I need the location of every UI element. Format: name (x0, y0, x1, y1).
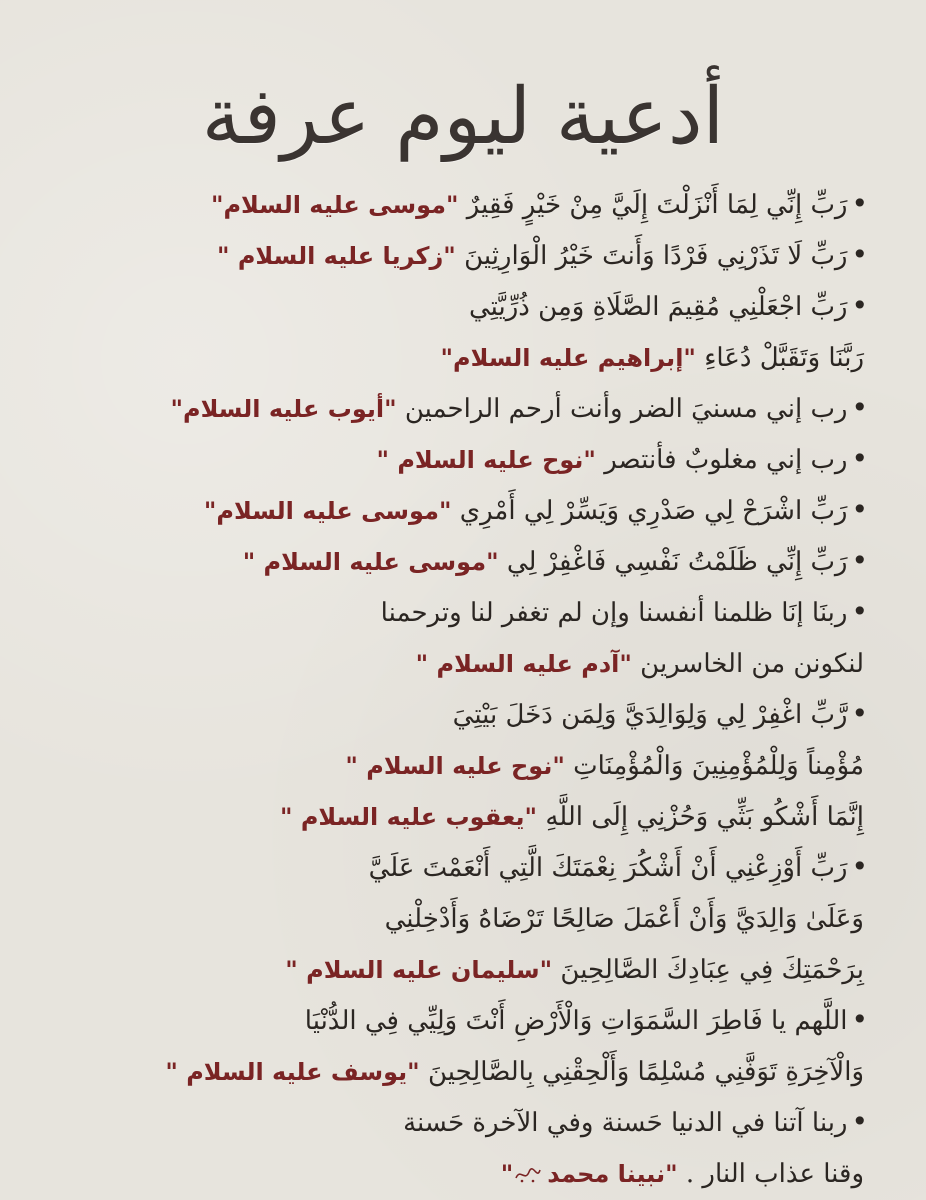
attribution: "نبينا محمد (547, 1160, 678, 1188)
bullet: • (851, 544, 868, 577)
supplication-line (48, 331, 868, 382)
bullet: • (851, 442, 868, 475)
supplication-text: رَبِّ إِنِّي لِمَا أَنْزَلْتَ إِلَيَّ مِنْ خَيْرٍ فَقِيرٌ (466, 190, 848, 220)
page-title: أدعية ليوم عرفة (201, 72, 725, 162)
supplication-line (48, 943, 868, 994)
bullet: • (851, 238, 868, 271)
supplication-text: ربنَا إنَا ظلمنا أنفسنا وإن لم تغفر لنا وترحمنا (380, 598, 848, 628)
supplication-text: بِرَحْمَتِكَ فِي عِبَادِكَ الصَّالِحِينَ (560, 955, 864, 985)
bullet: • (851, 595, 868, 628)
supplication-line (48, 994, 868, 1045)
supplication-line (48, 229, 868, 280)
bullet: • (851, 289, 868, 322)
attribution: "موسى عليه السلام " (242, 548, 499, 576)
supplication-text: رَبِّ اشْرَحْ لِي صَدْرِي وَيَسِّرْ لِي أَمْرِي (459, 496, 848, 526)
attribution: "موسى عليه السلام" (210, 191, 459, 219)
supplication-text: رَبِّ اجْعَلْنِي مُقِيمَ الصَّلَاةِ وَمِن ذُرِّيَّتِي (468, 292, 848, 322)
supplication-line (48, 1147, 868, 1198)
supplication-line (48, 433, 868, 484)
bullet: • (851, 391, 868, 424)
supplication-text: رَبِّ لَا تَذَرْنِي فَرْدًا وَأَنتَ خَيْرُ الْوَارِثِينَ (464, 241, 848, 271)
calligraphic-seal-icon (513, 1164, 543, 1186)
bullet: • (851, 697, 868, 730)
attribution: "يعقوب عليه السلام " (279, 803, 538, 831)
attribution-end: " (500, 1160, 514, 1188)
supplication-text: رَّبِّ اغْفِرْ لِي وَلِوَالِدَيَّ وَلِمَن دَخَلَ بَيْتِيَ (452, 700, 848, 730)
supplication-text: رَبِّ إِنِّي ظَلَمْتُ نَفْسِي فَاغْفِرْ لِي (506, 547, 848, 577)
supplication-line (48, 841, 868, 892)
supplication-text: إِنَّمَا أَشْكُو بَثِّي وَحُزْنِي إِلَى اللَّهِ (545, 802, 864, 832)
bullet: • (851, 493, 868, 526)
supplication-text: لنكونن من الخاسرين (640, 649, 864, 679)
attribution: "إبراهيم عليه السلام" (440, 344, 696, 372)
supplication-line (48, 586, 868, 637)
supplication-line (48, 382, 868, 433)
supplication-text: رَبَّنَا وَتَقَبَّلْ دُعَاءِ (704, 343, 864, 373)
supplication-text: اللَّهم يا فَاطِرَ السَّمَوَاتِ وَالْأَرْضِ أَنْتَ وَلِيِّي فِي الدُّنْيَا (304, 1006, 848, 1036)
supplication-text: رَبِّ أَوْزِعْنِي أَنْ أَشْكُرَ نِعْمَتَكَ الَّتِي أَنْعَمْتَ عَلَيَّ (368, 853, 848, 883)
supplication-line (48, 535, 868, 586)
attribution: "أيوب عليه السلام" (170, 395, 397, 423)
supplication-line (48, 178, 868, 229)
attribution: "زكريا عليه السلام " (216, 242, 456, 270)
supplication-line (48, 892, 868, 943)
supplication-line (48, 637, 868, 688)
supplication-text: وَالْآخِرَةِ تَوَفَّنِي مُسْلِمًا وَأَلْحِقْنِي بِالصَّالِحِينَ (427, 1057, 864, 1087)
attribution: "سليمان عليه السلام " (285, 956, 553, 984)
attribution: "موسى عليه السلام" (203, 497, 452, 525)
supplication-line (48, 739, 868, 790)
attribution: "يوسف عليه السلام " (165, 1058, 420, 1086)
supplication-text: وقنا عذاب النار . (685, 1159, 864, 1189)
attribution: "نوح عليه السلام " (345, 752, 565, 780)
supplication-text: وَعَلَىٰ وَالِدَيَّ وَأَنْ أَعْمَلَ صَالِحًا تَرْضَاهُ وَأَدْخِلْنِي (384, 904, 864, 934)
supplications-list (48, 178, 868, 1198)
supplication-text: ربنا آتنا في الدنيا حَسنة وفي الآخرة حَسنة (403, 1108, 848, 1138)
bullet: • (851, 1105, 868, 1138)
supplication-line (48, 484, 868, 535)
attribution: "نوح عليه السلام " (376, 446, 596, 474)
supplication-text: مُؤْمِناً وَلِلْمُؤْمِنِينَ وَالْمُؤْمِنَاتِ (573, 751, 864, 781)
supplication-text: رب إني مغلوبٌ فأنتصر (604, 445, 848, 475)
bullet: • (851, 850, 868, 883)
supplication-line (48, 280, 868, 331)
bullet: • (851, 187, 868, 220)
supplication-line (48, 688, 868, 739)
supplication-line (48, 790, 868, 841)
supplication-line (48, 1096, 868, 1147)
supplication-text: رب إني مسنيَ الضر وأنت أرحم الراحمين (404, 394, 848, 424)
supplication-line (48, 1045, 868, 1096)
bullet: • (851, 1003, 868, 1036)
attribution: "آدم عليه السلام " (415, 650, 632, 678)
